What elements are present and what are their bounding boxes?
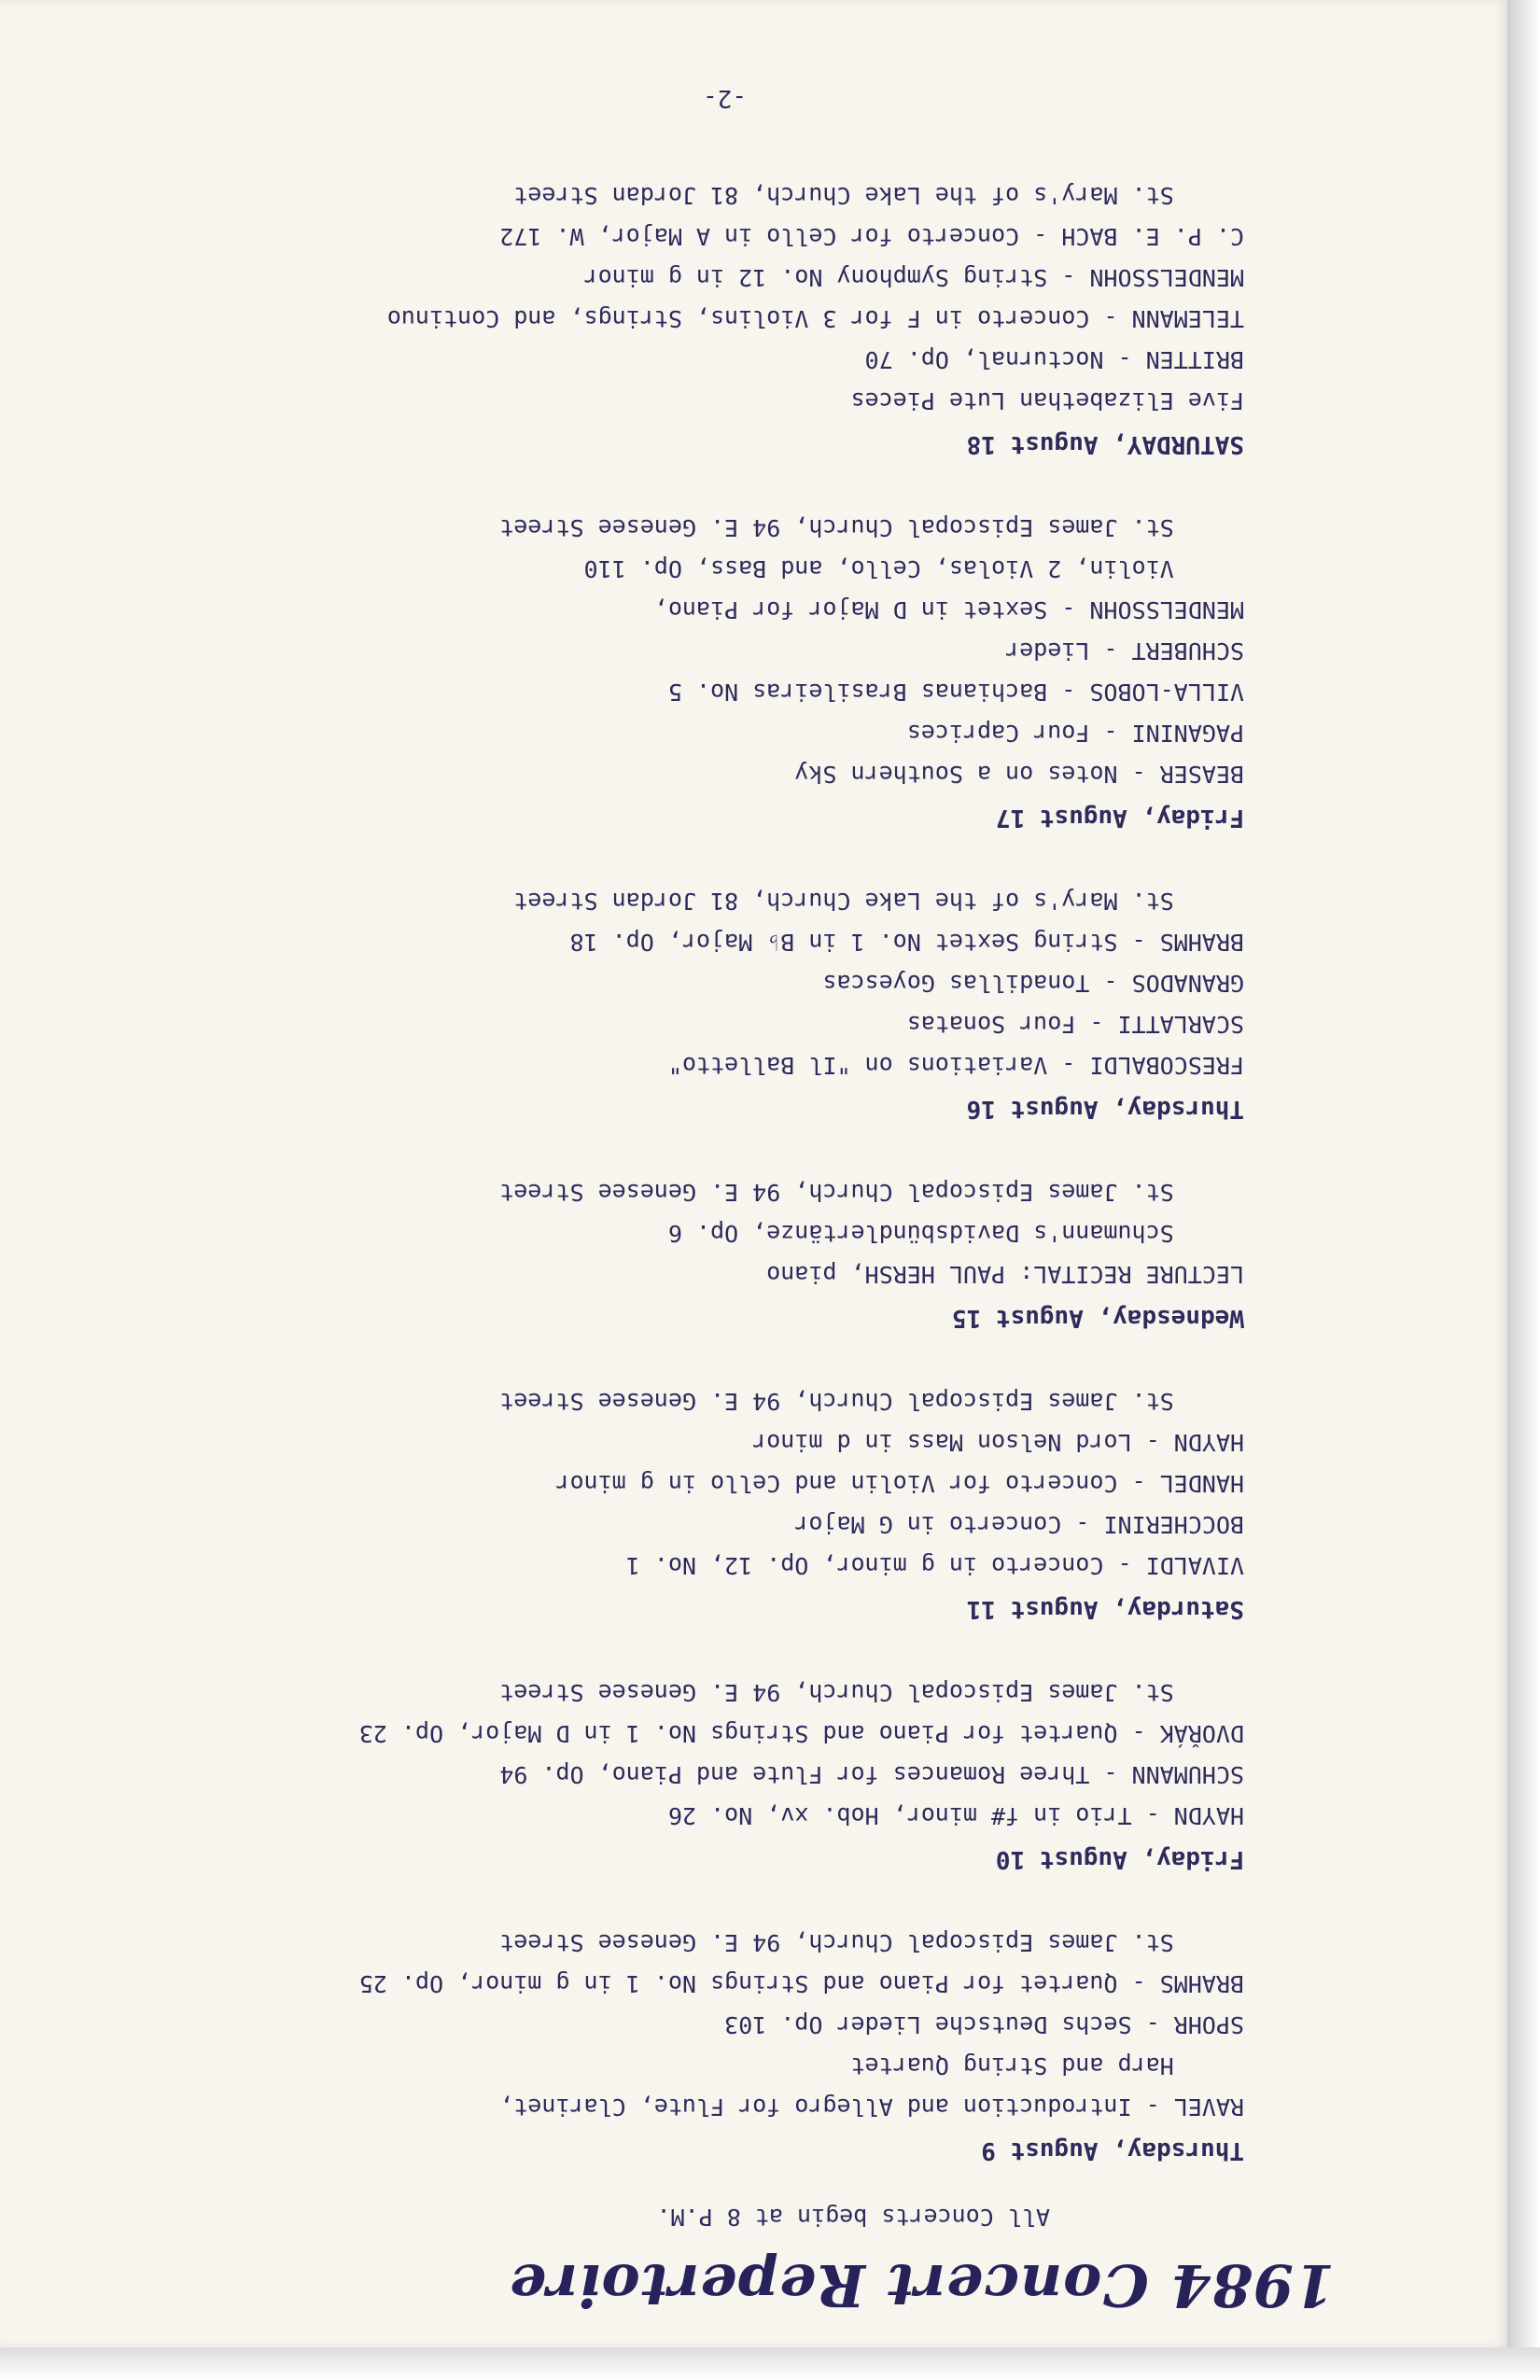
program-line: BEASER - Notes on a Southern Sky <box>794 761 1244 788</box>
program-line: RAVEL - Introduction and Allegro for Flute, Clarinet, <box>499 2093 1244 2121</box>
page-number: -2- <box>703 84 747 112</box>
program-line: MENDELSSOHN - String Symphony No. 12 in g minor <box>583 264 1244 291</box>
concert-section <box>124 507 1244 837</box>
section-heading: Thursday, August 16 <box>966 1095 1244 1123</box>
program-line: GRANADOS - Tonadillas Goyescas <box>822 970 1244 997</box>
venue-line: St. James Episcopal Church, 94 E. Genesee Street <box>499 1388 1244 1415</box>
scan-edge-right <box>1507 0 1540 2380</box>
program-line: BOCCHERINI - Concerto in G Major <box>794 1511 1244 1538</box>
venue-line: St. Mary's of the Lake Church, 81 Jordan Street <box>513 888 1244 915</box>
program-line: BRAHMS - Quartet for Piano and Strings No. 1 in g minor, Op. 25 <box>358 1970 1244 1997</box>
page-title: 1984 Concert Repertoire <box>508 2251 1335 2319</box>
program-line: Violin, 2 Violas, Cello, and Bass, Op. 110 <box>583 555 1244 582</box>
concert-list <box>124 132 1244 2170</box>
section-heading: Saturday, August 11 <box>966 1595 1244 1623</box>
section-heading: Friday, August 17 <box>995 804 1244 832</box>
concert-section <box>124 1922 1244 2170</box>
venue-line: St. Mary's of the Lake Church, 81 Jordan Street <box>513 182 1244 209</box>
program-line: VILLA-LOBOS - Bachianas Brasileiras No. 5 <box>667 679 1244 706</box>
program-line: SCHUMANN - Three Romances for Flute and Piano, Op. 94 <box>499 1761 1244 1788</box>
program-line: Schumann's Davidsbündlertänze, Op. 6 <box>667 1220 1244 1247</box>
scan-edge-bottom <box>0 2347 1540 2380</box>
program-line: PAGANINI - Four Caprices <box>906 720 1244 747</box>
concert-section <box>124 1171 1244 1337</box>
concert-section <box>124 1672 1244 1879</box>
program-line: BRAHMS - String Sextet No. 1 in B♭ Major, Op. 18 <box>569 929 1244 956</box>
venue-line: St. James Episcopal Church, 94 E. Genesee Street <box>499 1679 1244 1706</box>
venue-line: St. James Episcopal Church, 94 E. Genesee Street <box>499 1929 1244 1956</box>
program-line: TELEMANN - Concerto in F for 3 Violins, Strings, and Continuo <box>386 305 1244 332</box>
program-line: Five Elizabethan Lute Pieces <box>850 387 1244 414</box>
program-line: BRITTEN - Nocturnal, Op. 70 <box>864 346 1244 373</box>
program-line: C. P. E. BACH - Concerto for Cello in A Major, W. 172 <box>499 223 1244 250</box>
venue-line: St. James Episcopal Church, 94 E. Genesee Street <box>499 514 1244 541</box>
section-heading: Thursday, August 9 <box>981 2136 1244 2164</box>
program-line: DVOŘÁK - Quartet for Piano and Strings No. 1 in D Major, Op. 23 <box>358 1720 1244 1747</box>
page-subtitle: All Concerts begin at 8 P.M. <box>656 2204 1050 2231</box>
concert-section <box>124 1380 1244 1629</box>
program-line: HANDEL - Concerto for Violin and Cello in g minor <box>555 1470 1244 1497</box>
program-line: SCARLATTI - Four Sonatas <box>906 1011 1244 1038</box>
section-heading: Friday, August 10 <box>995 1845 1244 1873</box>
concert-section <box>124 880 1244 1128</box>
program-line: LECTURE RECITAL: PAUL HERSH, piano <box>766 1261 1244 1288</box>
program-line: SCHUBERT - Lieder <box>1005 637 1244 665</box>
program-line: Harp and String Quartet <box>850 2052 1244 2079</box>
program-line: VIVALDI - Concerto in g minor, Op. 12, No. 1 <box>625 1552 1244 1579</box>
venue-line: St. James Episcopal Church, 94 E. Genesee Street <box>499 1179 1244 1206</box>
program-line: MENDELSSOHN - Sextet in D Major for Piano, <box>653 596 1244 623</box>
section-heading: Wednesday, August 15 <box>951 1304 1244 1332</box>
program-line: HAYDN - Lord Nelson Mass in d minor <box>752 1429 1244 1456</box>
program-line: FRESCOBALDI - Variations on "Il Balletto" <box>667 1052 1244 1079</box>
section-heading: SATURDAY, August 18 <box>966 430 1244 458</box>
program-line: HAYDN - Trio in f# minor, Hob. xv, No. 26 <box>667 1802 1244 1829</box>
program-line: SPOHR - Sechs Deutsche Lieder Op. 103 <box>724 2011 1244 2038</box>
concert-section <box>124 175 1244 464</box>
